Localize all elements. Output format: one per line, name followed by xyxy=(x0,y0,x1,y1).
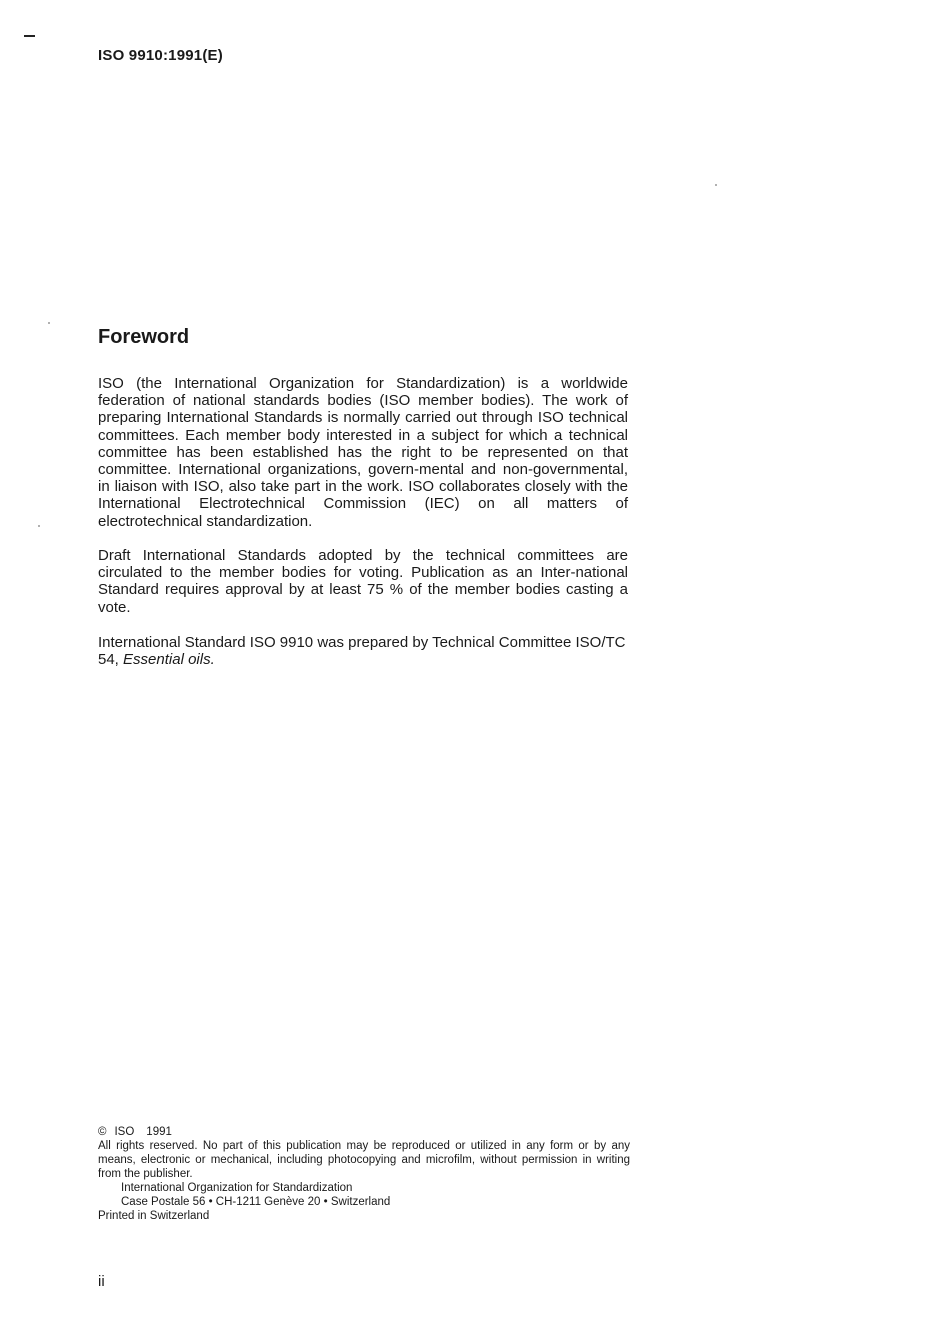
publisher-address: Case Postale 56 • CH-1211 Genève 20 • Switzerland xyxy=(121,1196,391,1208)
copyright-year: 1991 xyxy=(146,1126,172,1138)
copyright-line xyxy=(98,1125,630,1139)
scan-speck xyxy=(48,322,50,324)
foreword-paragraph-2: Draft International Standards adopted by the technical committees are circulated to the member bodies for voting. Publication as an Inter-national Standard requires approval by at least 75 % of the member bodies casting a vote. xyxy=(98,547,628,616)
publisher-name: International Organization for Standardization xyxy=(121,1182,353,1194)
copyright-org: ISO xyxy=(114,1126,135,1138)
document-id: ISO 9910:1991(E) xyxy=(98,47,223,64)
scan-speck xyxy=(715,184,717,186)
rights-statement: All rights reserved. No part of this publication may be reproduced or utilized in any form or by any means, electronic or mechanical, including photocopying and microfilm, without permission in writing from the publisher. xyxy=(98,1140,630,1180)
copyright-symbol: © xyxy=(98,1126,107,1138)
foreword-paragraph-3 xyxy=(98,634,628,668)
copyright-block xyxy=(98,1125,630,1223)
corner-crop-mark xyxy=(24,35,35,37)
paragraph-3-text: International Standard ISO 9910 was prepared by Technical Committee ISO/TC 54, xyxy=(98,634,626,669)
committee-name: Essential oils. xyxy=(123,651,215,669)
foreword-title: Foreword xyxy=(98,326,190,348)
foreword-paragraph-1: ISO (the International Organization for Standardization) is a worldwide federation of national standards bodies (ISO member bodies). The work of preparing International Standards is normally carried out through ISO technical committees. Each member body interested in a subject for which a technical committee has been established has the right to be represented on that committee. International organizations, govern-mental and non-governmental, in liaison with ISO, also take part in the work. ISO collaborates closely with the International Electrotechnical Commission (IEC) on all matters of electrotechnical standardization. xyxy=(98,375,628,530)
page-number: ii xyxy=(98,1273,105,1290)
printed-in: Printed in Switzerland xyxy=(98,1210,210,1222)
scan-speck xyxy=(38,525,40,527)
